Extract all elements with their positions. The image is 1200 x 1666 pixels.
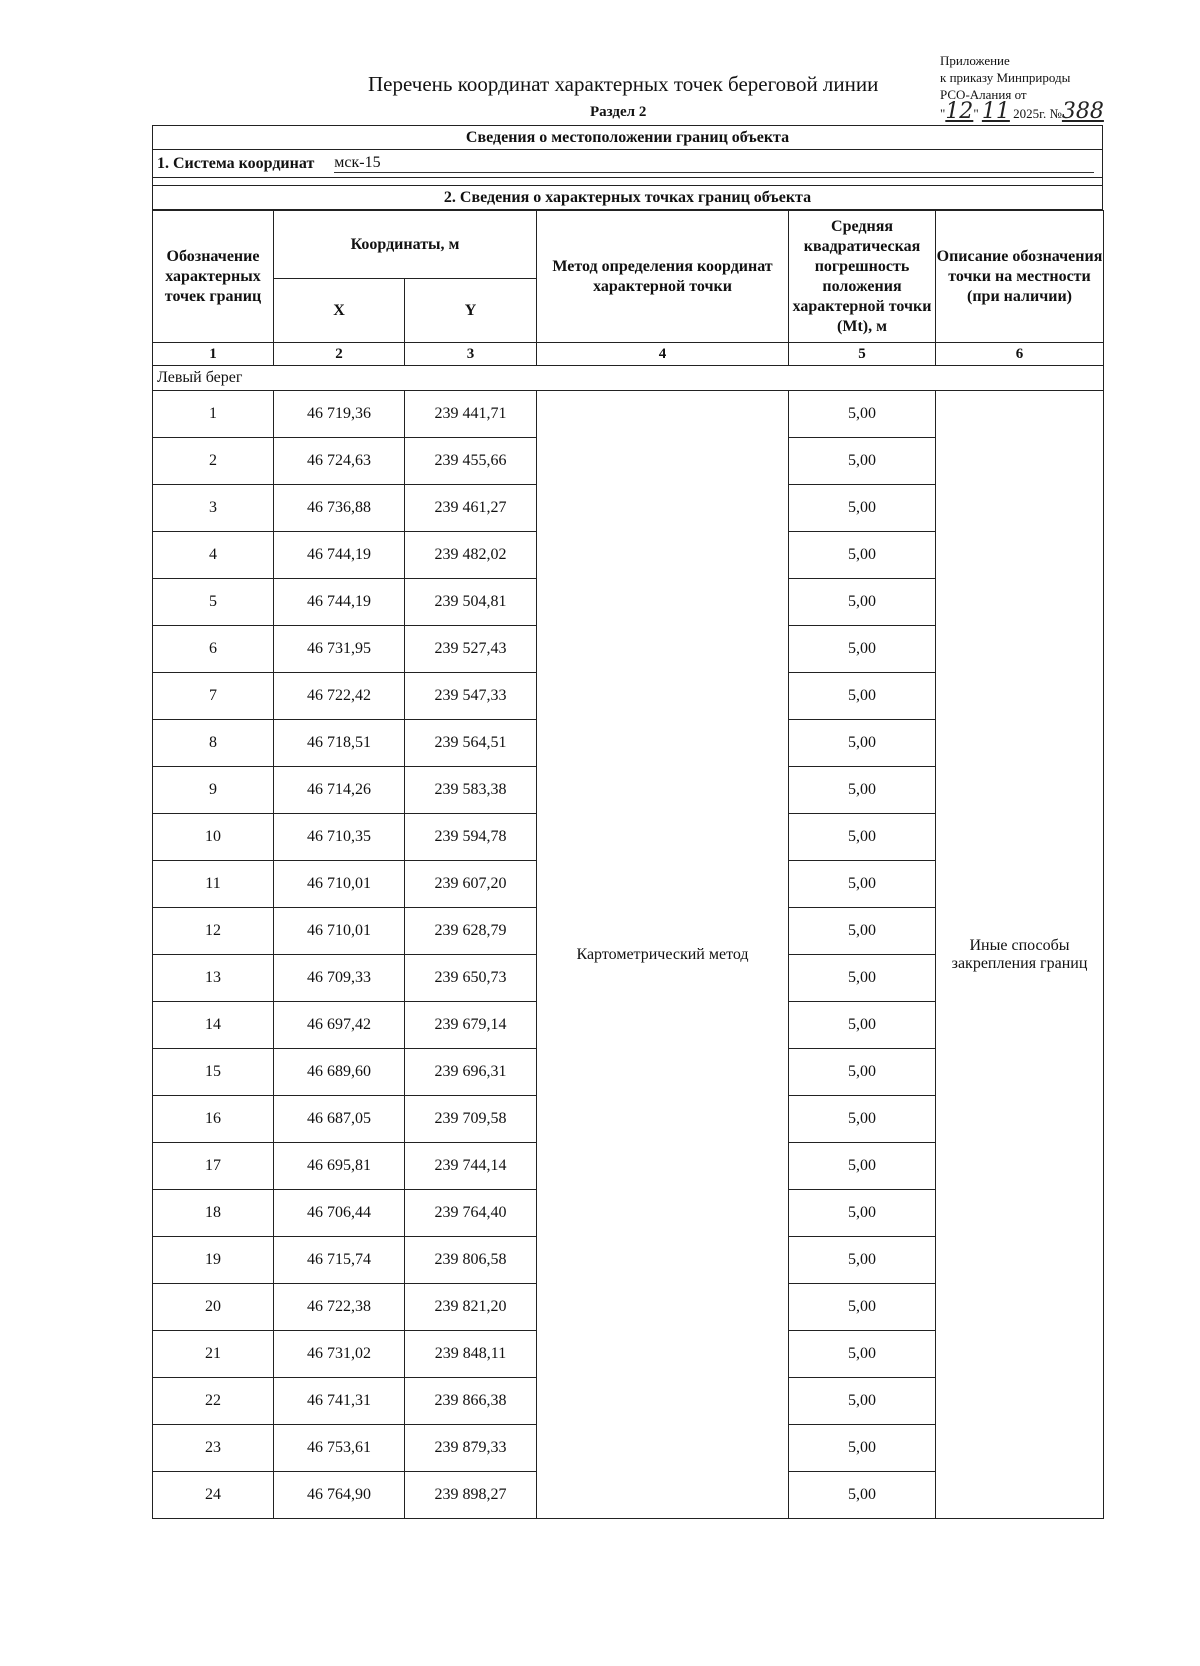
col-index-2: 2 [274, 343, 405, 366]
x-coordinate-cell: 46 689,60 [274, 1049, 405, 1096]
x-coordinate-cell: 46 709,33 [274, 955, 405, 1002]
point-number-cell: 23 [153, 1425, 274, 1472]
col-index-5: 5 [789, 343, 936, 366]
section-title: Раздел 2 [590, 104, 647, 120]
point-number-cell: 21 [153, 1331, 274, 1378]
x-coordinate-cell: 46 714,26 [274, 767, 405, 814]
annex-line-1: Приложение [940, 53, 1010, 68]
y-coordinate-cell: 239 547,33 [405, 673, 537, 720]
y-coordinate-cell: 239 848,11 [405, 1331, 537, 1378]
y-coordinate-cell: 239 527,43 [405, 626, 537, 673]
mt-error-cell: 5,00 [789, 1049, 936, 1096]
points-table-body [153, 391, 1104, 1519]
y-coordinate-cell: 239 607,20 [405, 861, 537, 908]
y-coordinate-cell: 239 709,58 [405, 1096, 537, 1143]
document-title: Перечень координат характерных точек береговой линии [368, 72, 879, 96]
x-coordinate-cell: 46 719,36 [274, 391, 405, 438]
mt-error-cell: 5,00 [789, 720, 936, 767]
x-coordinate-cell: 46 687,05 [274, 1096, 405, 1143]
annex-number: 388 [1061, 99, 1104, 124]
point-number-cell: 22 [153, 1378, 274, 1425]
x-coordinate-cell: 46 744,19 [274, 579, 405, 626]
mt-error-cell: 5,00 [789, 673, 936, 720]
header-box [152, 125, 1103, 210]
x-coordinate-cell: 46 741,31 [274, 1378, 405, 1425]
coord-system-value: мск-15 [334, 154, 1094, 173]
x-coordinate-cell: 46 724,63 [274, 438, 405, 485]
mt-error-cell: 5,00 [789, 1284, 936, 1331]
x-coordinate-cell: 46 736,88 [274, 485, 405, 532]
y-coordinate-cell: 239 898,27 [405, 1472, 537, 1519]
x-coordinate-cell: 46 722,38 [274, 1284, 405, 1331]
point-number-cell: 15 [153, 1049, 274, 1096]
point-number-cell: 5 [153, 579, 274, 626]
y-coordinate-cell: 239 806,58 [405, 1237, 537, 1284]
table-row [153, 391, 1104, 438]
x-coordinate-cell: 46 744,19 [274, 532, 405, 579]
mt-error-cell: 5,00 [789, 626, 936, 673]
col-designation-header: Обозначение характерных точек границ [153, 211, 274, 343]
col-index-4: 4 [537, 343, 789, 366]
annex-month: 11 [981, 99, 1010, 124]
bank-label: Левый берег [153, 366, 1104, 391]
point-number-cell: 20 [153, 1284, 274, 1331]
x-coordinate-cell: 46 695,81 [274, 1143, 405, 1190]
coordinates-sheet [152, 125, 1103, 1519]
col-coords-header: Координаты, м [274, 211, 537, 279]
mt-error-cell: 5,00 [789, 1425, 936, 1472]
col-method-header: Метод определения координат характерной точки [537, 211, 789, 343]
annex-year: 2025г. № [1013, 106, 1062, 121]
y-coordinate-cell: 239 504,81 [405, 579, 537, 626]
y-coordinate-cell: 239 650,73 [405, 955, 537, 1002]
x-coordinate-cell: 46 706,44 [274, 1190, 405, 1237]
mt-error-cell: 5,00 [789, 1331, 936, 1378]
mt-error-cell: 5,00 [789, 1143, 936, 1190]
x-coordinate-cell: 46 710,01 [274, 908, 405, 955]
col-index-3: 3 [405, 343, 537, 366]
point-number-cell: 13 [153, 955, 274, 1002]
method-cell: Картометрический метод [537, 391, 789, 1519]
point-number-cell: 9 [153, 767, 274, 814]
y-coordinate-cell: 239 679,14 [405, 1002, 537, 1049]
mt-error-cell: 5,00 [789, 1237, 936, 1284]
y-coordinate-cell: 239 482,02 [405, 532, 537, 579]
point-number-cell: 8 [153, 720, 274, 767]
col-description-header: Описание обозначения точки на местности (при наличии) [936, 211, 1104, 343]
location-header: Сведения о местоположении границ объекта [153, 126, 1102, 150]
mt-error-cell: 5,00 [789, 391, 936, 438]
annex-line-2: к приказу Минприроды [940, 70, 1071, 85]
y-coordinate-cell: 239 879,33 [405, 1425, 537, 1472]
point-number-cell: 14 [153, 1002, 274, 1049]
col-index-1: 1 [153, 343, 274, 366]
y-coordinate-cell: 239 441,71 [405, 391, 537, 438]
points-table [152, 210, 1104, 1519]
mt-error-cell: 5,00 [789, 1378, 936, 1425]
description-cell: Иные способы закрепления границ [936, 391, 1104, 1519]
mt-error-cell: 5,00 [789, 1096, 936, 1143]
y-coordinate-cell: 239 564,51 [405, 720, 537, 767]
mt-error-cell: 5,00 [789, 861, 936, 908]
point-number-cell: 1 [153, 391, 274, 438]
x-coordinate-cell: 46 731,02 [274, 1331, 405, 1378]
y-coordinate-cell: 239 583,38 [405, 767, 537, 814]
points-header: 2. Сведения о характерных точках границ объекта [153, 186, 1102, 210]
x-coordinate-cell: 46 697,42 [274, 1002, 405, 1049]
mt-error-cell: 5,00 [789, 1002, 936, 1049]
mt-error-cell: 5,00 [789, 579, 936, 626]
mt-error-cell: 5,00 [789, 767, 936, 814]
x-coordinate-cell: 46 764,90 [274, 1472, 405, 1519]
point-number-cell: 24 [153, 1472, 274, 1519]
col-index-6: 6 [936, 343, 1104, 366]
coord-system-label: 1. Система координат [157, 154, 315, 172]
col-y-header: Y [405, 279, 537, 343]
x-coordinate-cell: 46 710,35 [274, 814, 405, 861]
point-number-cell: 6 [153, 626, 274, 673]
x-coordinate-cell: 46 753,61 [274, 1425, 405, 1472]
spacer-row [153, 178, 1102, 186]
point-number-cell: 3 [153, 485, 274, 532]
x-coordinate-cell: 46 718,51 [274, 720, 405, 767]
y-coordinate-cell: 239 744,14 [405, 1143, 537, 1190]
point-number-cell: 7 [153, 673, 274, 720]
y-coordinate-cell: 239 455,66 [405, 438, 537, 485]
annex-line-3: РСО-Алания от [940, 87, 1027, 102]
point-number-cell: 11 [153, 861, 274, 908]
mt-error-cell: 5,00 [789, 908, 936, 955]
point-number-cell: 2 [153, 438, 274, 485]
coord-system-row [153, 150, 1102, 178]
x-coordinate-cell: 46 731,95 [274, 626, 405, 673]
point-number-cell: 19 [153, 1237, 274, 1284]
col-x-header: X [274, 279, 405, 343]
mt-error-cell: 5,00 [789, 814, 936, 861]
y-coordinate-cell: 239 594,78 [405, 814, 537, 861]
annex-date-line: "12" 11 2025г. №388 [940, 99, 1104, 124]
mt-error-cell: 5,00 [789, 532, 936, 579]
y-coordinate-cell: 239 628,79 [405, 908, 537, 955]
x-coordinate-cell: 46 715,74 [274, 1237, 405, 1284]
point-number-cell: 10 [153, 814, 274, 861]
mt-error-cell: 5,00 [789, 438, 936, 485]
mt-error-cell: 5,00 [789, 485, 936, 532]
col-error-header: Средняя квадратическая погрешность положения характерной точки (Mt), м [789, 211, 936, 343]
point-number-cell: 16 [153, 1096, 274, 1143]
y-coordinate-cell: 239 461,27 [405, 485, 537, 532]
y-coordinate-cell: 239 821,20 [405, 1284, 537, 1331]
y-coordinate-cell: 239 866,38 [405, 1378, 537, 1425]
mt-error-cell: 5,00 [789, 1190, 936, 1237]
x-coordinate-cell: 46 722,42 [274, 673, 405, 720]
annex-day: 12 [945, 99, 974, 124]
point-number-cell: 12 [153, 908, 274, 955]
point-number-cell: 17 [153, 1143, 274, 1190]
y-coordinate-cell: 239 764,40 [405, 1190, 537, 1237]
mt-error-cell: 5,00 [789, 1472, 936, 1519]
annex-block [940, 52, 1104, 122]
mt-error-cell: 5,00 [789, 955, 936, 1002]
point-number-cell: 4 [153, 532, 274, 579]
point-number-cell: 18 [153, 1190, 274, 1237]
x-coordinate-cell: 46 710,01 [274, 861, 405, 908]
y-coordinate-cell: 239 696,31 [405, 1049, 537, 1096]
